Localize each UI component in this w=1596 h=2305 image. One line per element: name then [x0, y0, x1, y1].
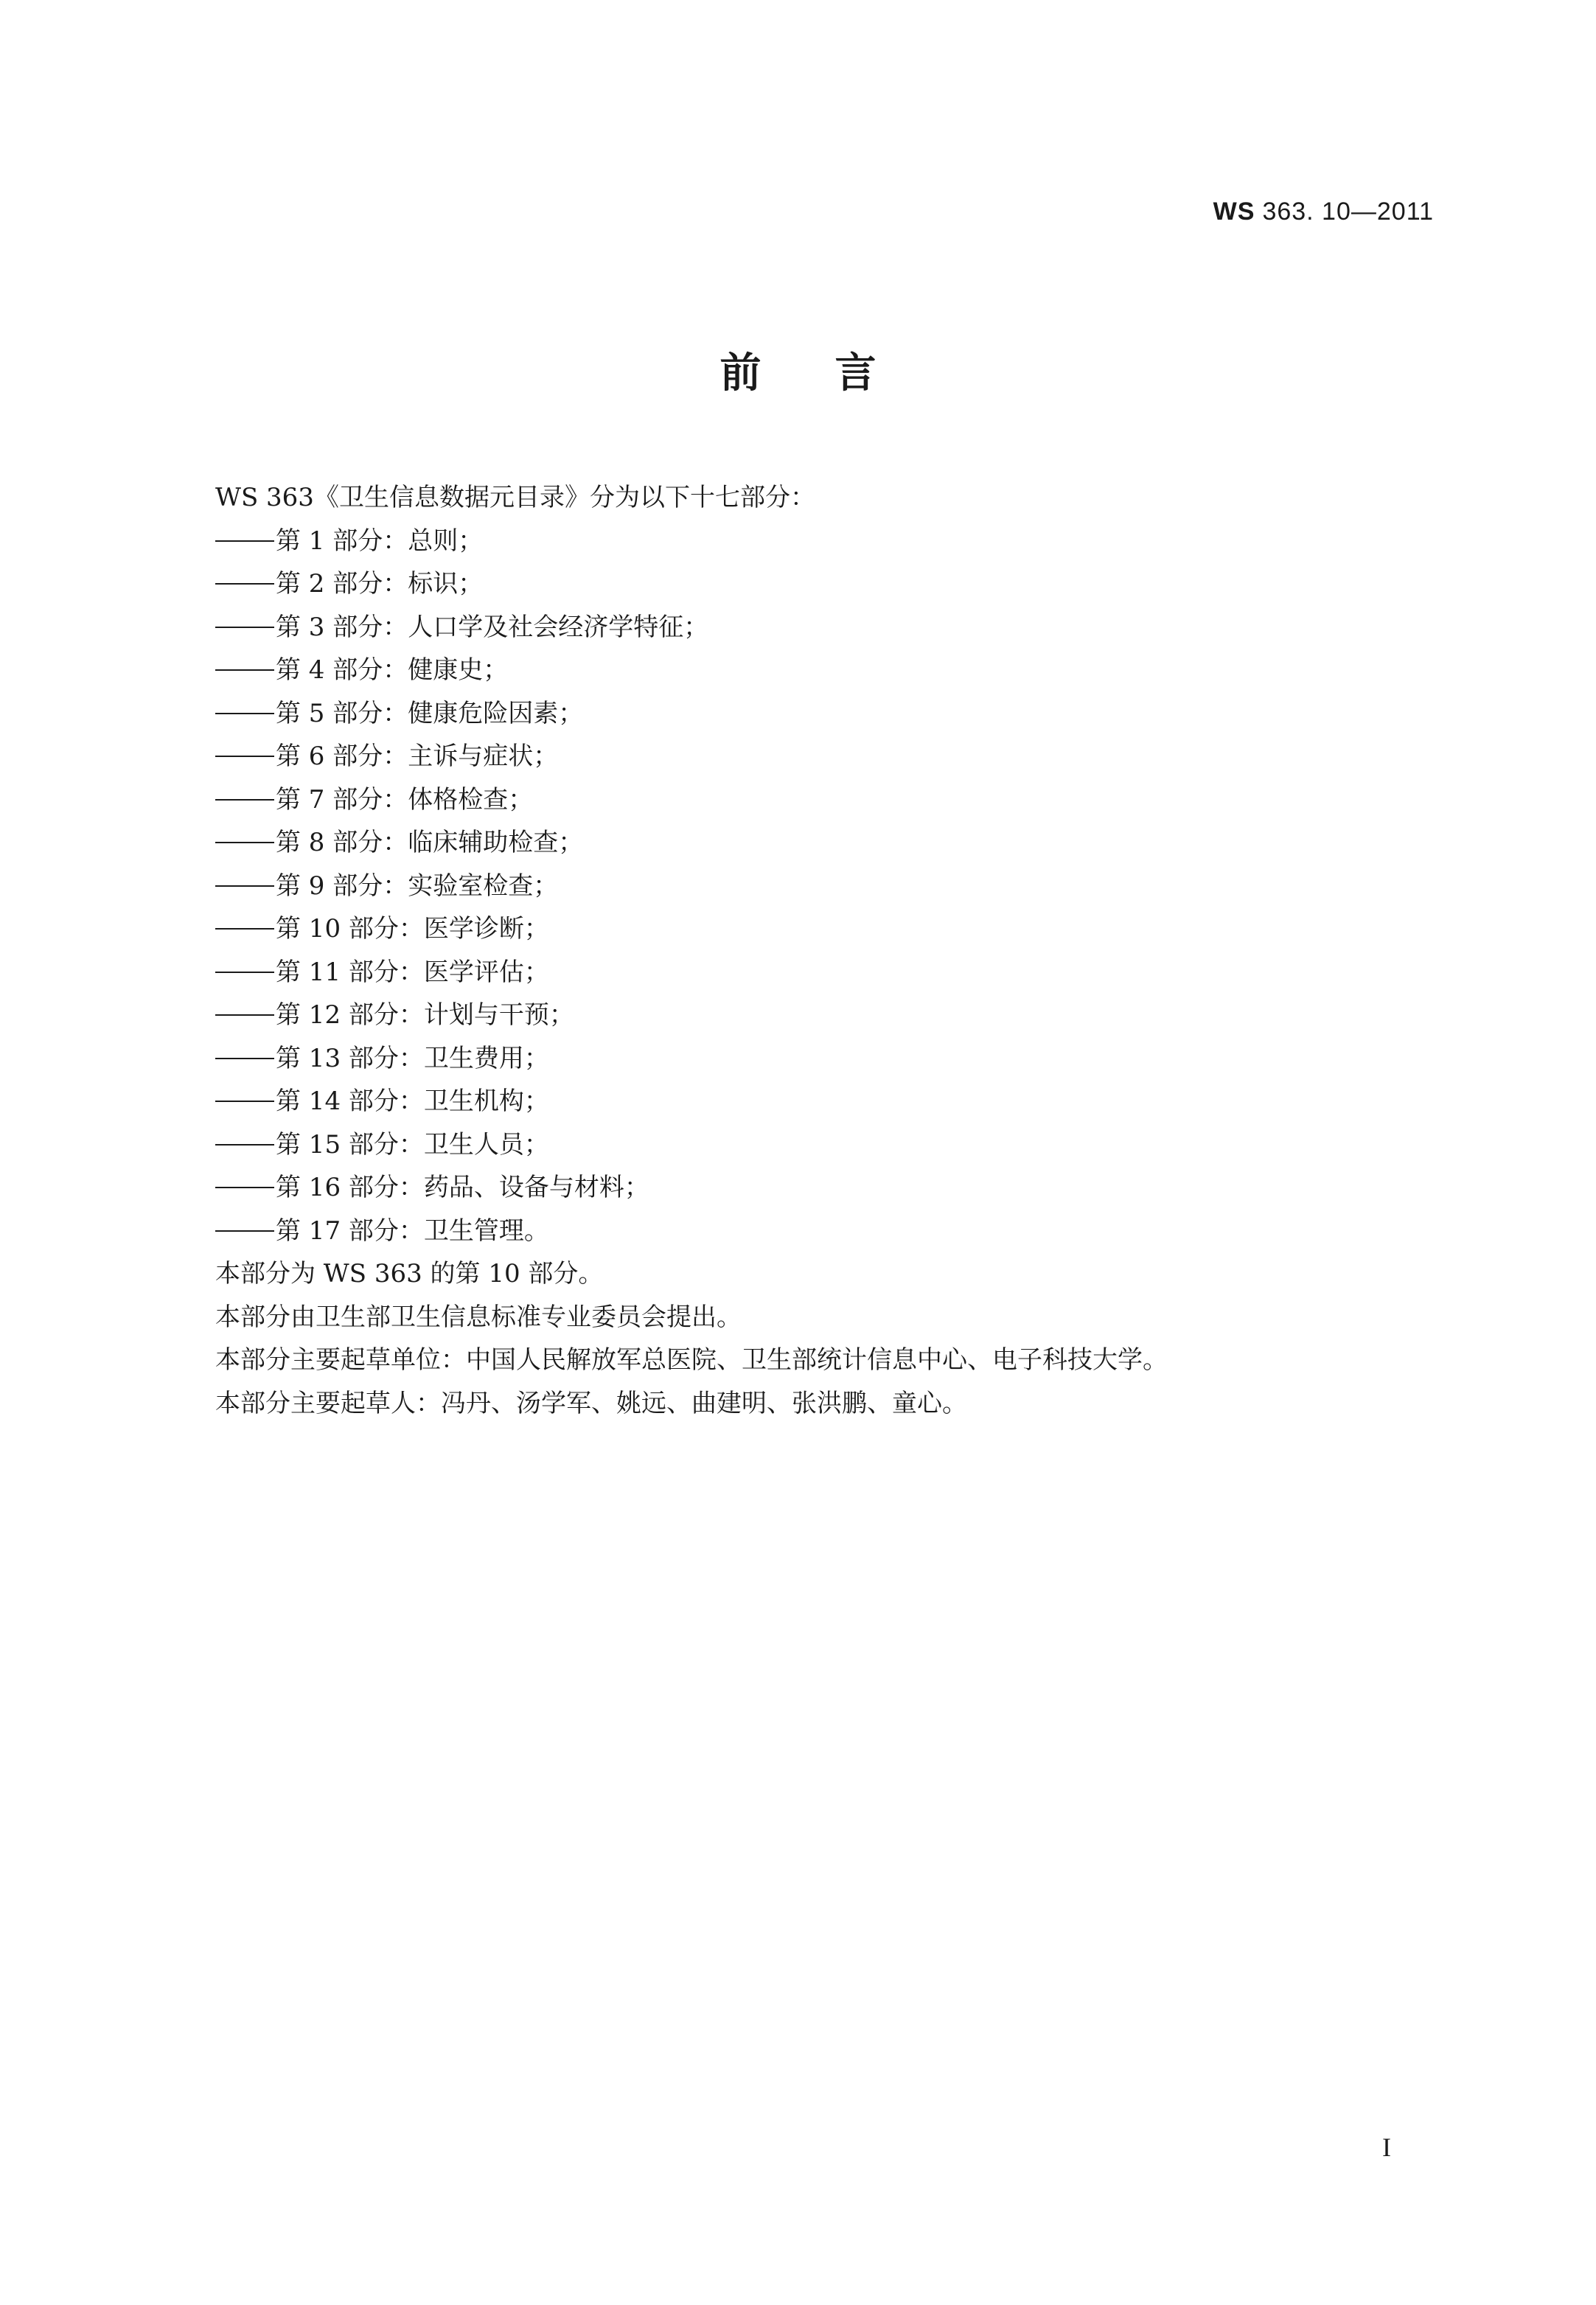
- list-item-text: 第 11 部分：医学评估；: [276, 957, 549, 987]
- page-number: I: [1382, 2133, 1391, 2162]
- dash-mark: [215, 583, 274, 585]
- dash-mark: [215, 713, 274, 714]
- list-item-text: 第 14 部分：卫生机构；: [276, 1087, 549, 1116]
- list-item-text: 第 10 部分：医学诊断；: [276, 914, 549, 944]
- list-item: [215, 649, 1439, 692]
- list-item-text: 第 13 部分：卫生费用；: [276, 1043, 549, 1073]
- list-item: [215, 1080, 1439, 1123]
- list-item-text: 第 1 部分：总则；: [276, 526, 484, 556]
- statement-part-number: 本部分为 WS 363 的第 10 部分。: [215, 1259, 604, 1289]
- list-item: [215, 951, 1439, 994]
- list-item: [215, 821, 1439, 865]
- standard-prefix: WS: [1213, 198, 1255, 226]
- dash-mark: [215, 756, 274, 757]
- dash-mark: [215, 928, 274, 930]
- statement-drafting-units: 本部分主要起草单位：中国人民解放军总医院、卫生部统计信息中心、电子科技大学。: [215, 1345, 1168, 1375]
- list-item-text: 第 9 部分：实验室检查；: [276, 871, 559, 901]
- list-item: [215, 692, 1439, 736]
- list-item: [215, 994, 1439, 1037]
- list-item: [215, 1037, 1439, 1081]
- list-item-text: 第 2 部分：标识；: [276, 569, 484, 599]
- list-item: [215, 1123, 1439, 1167]
- dash-mark: [215, 669, 274, 671]
- list-item-text: 第 15 部分：卫生人员；: [276, 1129, 549, 1160]
- statement-proposer: 本部分由卫生部卫生信息标准专业委员会提出。: [215, 1302, 742, 1332]
- list-item: [215, 606, 1439, 649]
- dash-mark: [215, 1187, 274, 1188]
- dash-mark: [215, 1230, 274, 1232]
- list-item-text: 第 6 部分：主诉与症状；: [276, 742, 559, 771]
- dash-mark: [215, 799, 274, 801]
- list-item-text: 第 7 部分：体格检查；: [276, 784, 534, 815]
- list-item: [215, 1166, 1439, 1210]
- list-item-text: 第 16 部分：药品、设备与材料；: [276, 1173, 649, 1202]
- dash-mark: [215, 885, 274, 887]
- dash-mark: [215, 1101, 274, 1102]
- dash-mark: [215, 972, 274, 973]
- dash-mark: [215, 627, 274, 628]
- dash-mark: [215, 1014, 274, 1016]
- page-title: 前言: [719, 349, 950, 397]
- list-item-text: 第 5 部分：健康危险因素；: [276, 698, 584, 728]
- list-item: [215, 778, 1439, 822]
- list-item: [215, 907, 1439, 951]
- list-item-text: 第 8 部分：临床辅助检查；: [276, 828, 584, 857]
- list-item-text: 第 4 部分：健康史；: [276, 655, 509, 685]
- list-item: [215, 520, 1439, 563]
- dash-mark: [215, 842, 274, 843]
- standard-number: 363. 10—2011: [1262, 198, 1434, 226]
- list-item: [215, 865, 1439, 908]
- dash-mark: [215, 1058, 274, 1059]
- list-item: [215, 1210, 1439, 1253]
- list-item: [215, 562, 1439, 606]
- statement-drafters: 本部分主要起草人：冯丹、汤学军、姚远、曲建明、张洪鹏、童心。: [215, 1388, 967, 1418]
- list-item-text: 第 3 部分：人口学及社会经济学特征；: [276, 612, 709, 642]
- list-item-text: 第 12 部分：计划与干预；: [276, 1000, 574, 1030]
- dash-mark: [215, 540, 274, 542]
- intro-paragraph: WS 363《卫生信息数据元目录》分为以下十七部分：: [215, 483, 815, 512]
- list-item-text: 第 17 部分：卫生管理。: [276, 1216, 549, 1246]
- standard-code: [1213, 198, 1434, 226]
- list-item: [215, 735, 1439, 778]
- dash-mark: [215, 1144, 274, 1145]
- foreword-body: [215, 476, 1439, 1425]
